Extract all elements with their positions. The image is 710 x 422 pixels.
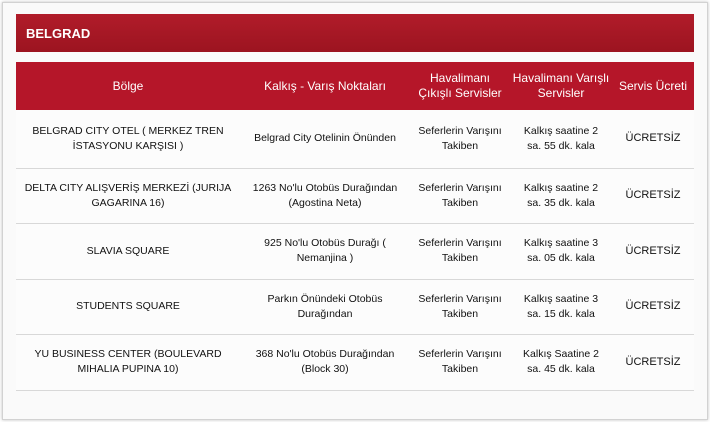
cell-arrival: Kalkış saatine 3 sa. 05 dk. kala [510,224,612,280]
table-header-row [16,62,694,110]
cell-region: DELTA CITY ALIŞVERİŞ MERKEZİ (JURIJA GAGARINA 16) [16,168,240,224]
cell-points: 368 No'lu Otobüs Durağından (Block 30) [240,335,410,391]
cell-departure: Seferlerin Varışını Takiben [410,224,510,280]
cell-departure: Seferlerin Varışını Takiben [410,279,510,335]
cell-departure: Seferlerin Varışını Takiben [410,168,510,224]
cell-arrival: Kalkış Saatine 2 sa. 45 dk. kala [510,335,612,391]
section-title-bar [16,14,694,52]
cell-arrival: Kalkış saatine 3 sa. 15 dk. kala [510,279,612,335]
cell-departure: Seferlerin Varışını Takiben [410,110,510,168]
cell-points: 1263 No'lu Otobüs Durağından (Agostina Neta) [240,168,410,224]
cell-points: Belgrad City Otelinin Önünden [240,110,410,168]
cell-points: Parkın Önündeki Otobüs Durağından [240,279,410,335]
table-row [16,168,694,224]
table-row [16,335,694,391]
column-header-region: Bölge [16,62,240,110]
cell-points: 925 No'lu Otobüs Durağı ( Nemanjina ) [240,224,410,280]
column-header-arrival: Havalimanı Varışlı Servisler [510,62,612,110]
cell-region: SLAVIA SQUARE [16,224,240,280]
cell-arrival: Kalkış saatine 2 sa. 55 dk. kala [510,110,612,168]
column-header-fee: Servis Ücreti [612,62,694,110]
cell-fee: ÜCRETSİZ [612,168,694,224]
cell-region: YU BUSINESS CENTER (BOULEVARD MIHALIA PUPINA 10) [16,335,240,391]
cell-departure: Seferlerin Varışını Takiben [410,335,510,391]
table-row [16,224,694,280]
cell-fee: ÜCRETSİZ [612,110,694,168]
cell-region: BELGRAD CITY OTEL ( MERKEZ TREN İSTASYONU KARŞISI ) [16,110,240,168]
section-title: BELGRAD [26,25,91,41]
cell-arrival: Kalkış saatine 2 sa. 35 dk. kala [510,168,612,224]
cell-fee: ÜCRETSİZ [612,279,694,335]
shuttle-schedule-table [16,62,694,391]
cell-fee: ÜCRETSİZ [612,224,694,280]
cell-fee: ÜCRETSİZ [612,335,694,391]
column-header-points: Kalkış - Varış Noktaları [240,62,410,110]
table-row [16,279,694,335]
column-header-departure: Havalimanı Çıkışlı Servisler [410,62,510,110]
cell-region: STUDENTS SQUARE [16,279,240,335]
table-row [16,110,694,168]
